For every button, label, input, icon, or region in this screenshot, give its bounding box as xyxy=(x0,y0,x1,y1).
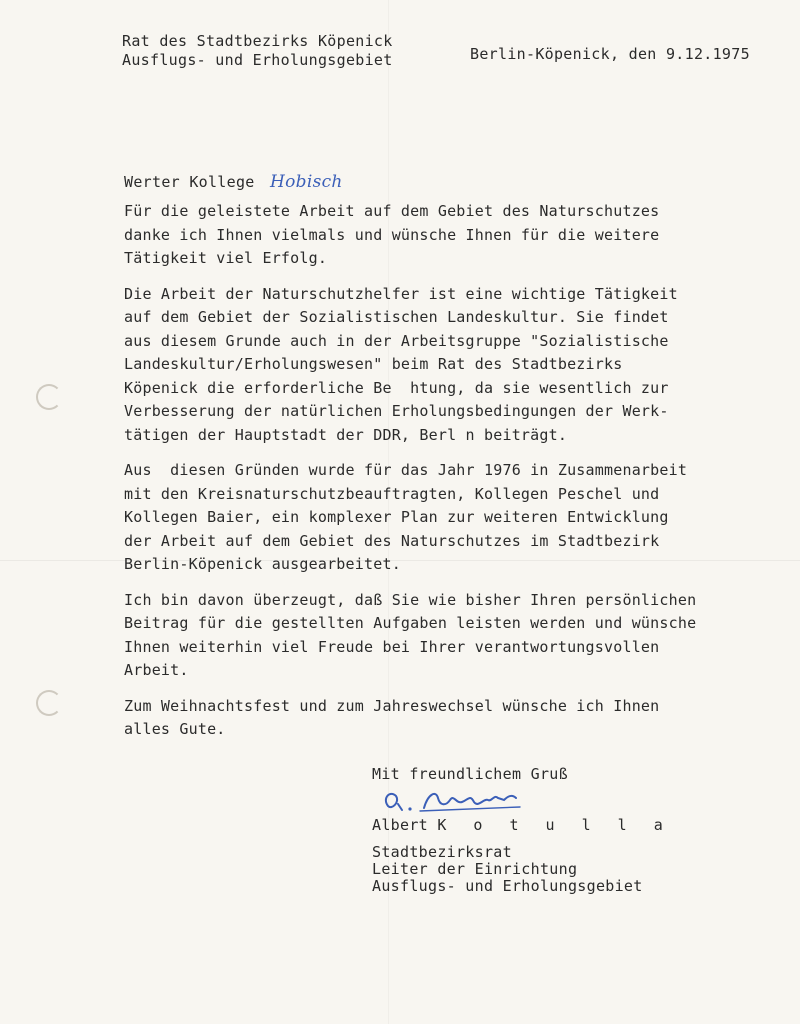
signer-title-line-2: Leiter der Einrichtung xyxy=(372,860,578,878)
closing-greeting: Mit freundlichem Gruß xyxy=(372,765,568,783)
salutation xyxy=(124,172,343,192)
paragraph xyxy=(124,200,774,271)
paragraph xyxy=(124,283,774,448)
sender-block xyxy=(122,32,393,70)
paragraph-line: tätigen der Hauptstadt der DDR, Berl n beiträgt. xyxy=(124,425,568,444)
paragraph-line: Ihnen weiterhin viel Freude bei Ihrer verantwortungsvollen xyxy=(124,637,660,656)
paragraph xyxy=(124,459,774,577)
paragraph-line: auf dem Gebiet der Sozialistischen Landeskultur. Sie findet xyxy=(124,308,669,326)
paragraph-line: der Arbeit auf dem Gebiet des Naturschutzes im Stadtbezirk xyxy=(124,531,660,550)
punch-hole-top xyxy=(36,384,62,410)
paragraph-line: aus diesem Grunde auch in der Arbeitsgruppe "Sozialistische xyxy=(124,331,669,350)
signer-first-name: Albert xyxy=(372,816,428,834)
signer-title-line-3: Ausflugs- und Erholungsgebiet xyxy=(372,877,643,895)
paragraph-line: Landeskultur/Erholungswesen" beim Rat des Stadtbezirks xyxy=(124,355,623,373)
paragraph-line: Ich bin davon überzeugt, daß Sie wie bisher Ihren persönlichen xyxy=(124,590,697,609)
paragraph xyxy=(124,695,774,742)
signer-title-block xyxy=(372,844,643,895)
paragraph-line: Kollegen Baier, ein komplexer Plan zur weiteren Entwicklung xyxy=(124,508,669,526)
paragraph-line: Die Arbeit der Naturschutzhelfer ist eine wichtige Tätigkeit xyxy=(124,284,678,303)
date-line: Berlin-Köpenick, den 9.12.1975 xyxy=(470,45,750,63)
paragraph-line: Beitrag für die gestellten Aufgaben leisten werden und wünsche xyxy=(124,614,697,632)
sender-line-1: Rat des Stadtbezirks Köpenick xyxy=(122,32,393,50)
paragraph-line: Verbesserung der natürlichen Erholungsbedingungen der Werk- xyxy=(124,402,669,420)
handwritten-signature xyxy=(380,784,530,818)
paragraph-line: Zum Weihnachtsfest und zum Jahreswechsel wünsche ich Ihnen xyxy=(124,696,660,715)
paragraph-line: Tätigkeit viel Erfolg. xyxy=(124,249,328,267)
paragraph-line: mit den Kreisnaturschutzbeauftragten, Kollegen Peschel und xyxy=(124,484,660,503)
handwritten-name: Hobisch xyxy=(269,172,343,192)
signer-title-line-1: Stadtbezirksrat xyxy=(372,843,512,861)
paragraph-line: alles Gute. xyxy=(124,720,226,738)
paragraph-line: Arbeit. xyxy=(124,661,189,679)
letter-body xyxy=(124,200,774,754)
sender-line-2: Ausflugs- und Erholungsgebiet xyxy=(122,51,393,69)
signer-last-name: K o t u l l a xyxy=(437,816,672,834)
paragraph-line: danke ich Ihnen vielmals und wünsche Ihnen für die weitere xyxy=(124,225,660,244)
paragraph-line: Aus diesen Gründen wurde für das Jahr 1976 in Zusammenarbeit xyxy=(124,461,688,479)
paragraph xyxy=(124,589,774,683)
paragraph-line: Für die geleistete Arbeit auf dem Gebiet des Naturschutzes xyxy=(124,202,660,220)
signer-name xyxy=(372,816,672,834)
paragraph-line: Berlin-Köpenick ausgearbeitet. xyxy=(124,555,401,573)
paragraph-line: Köpenick die erforderliche Be htung, da sie wesentlich zur xyxy=(124,378,669,397)
salutation-text: Werter Kollege xyxy=(124,173,255,191)
punch-hole-bottom xyxy=(36,690,62,716)
